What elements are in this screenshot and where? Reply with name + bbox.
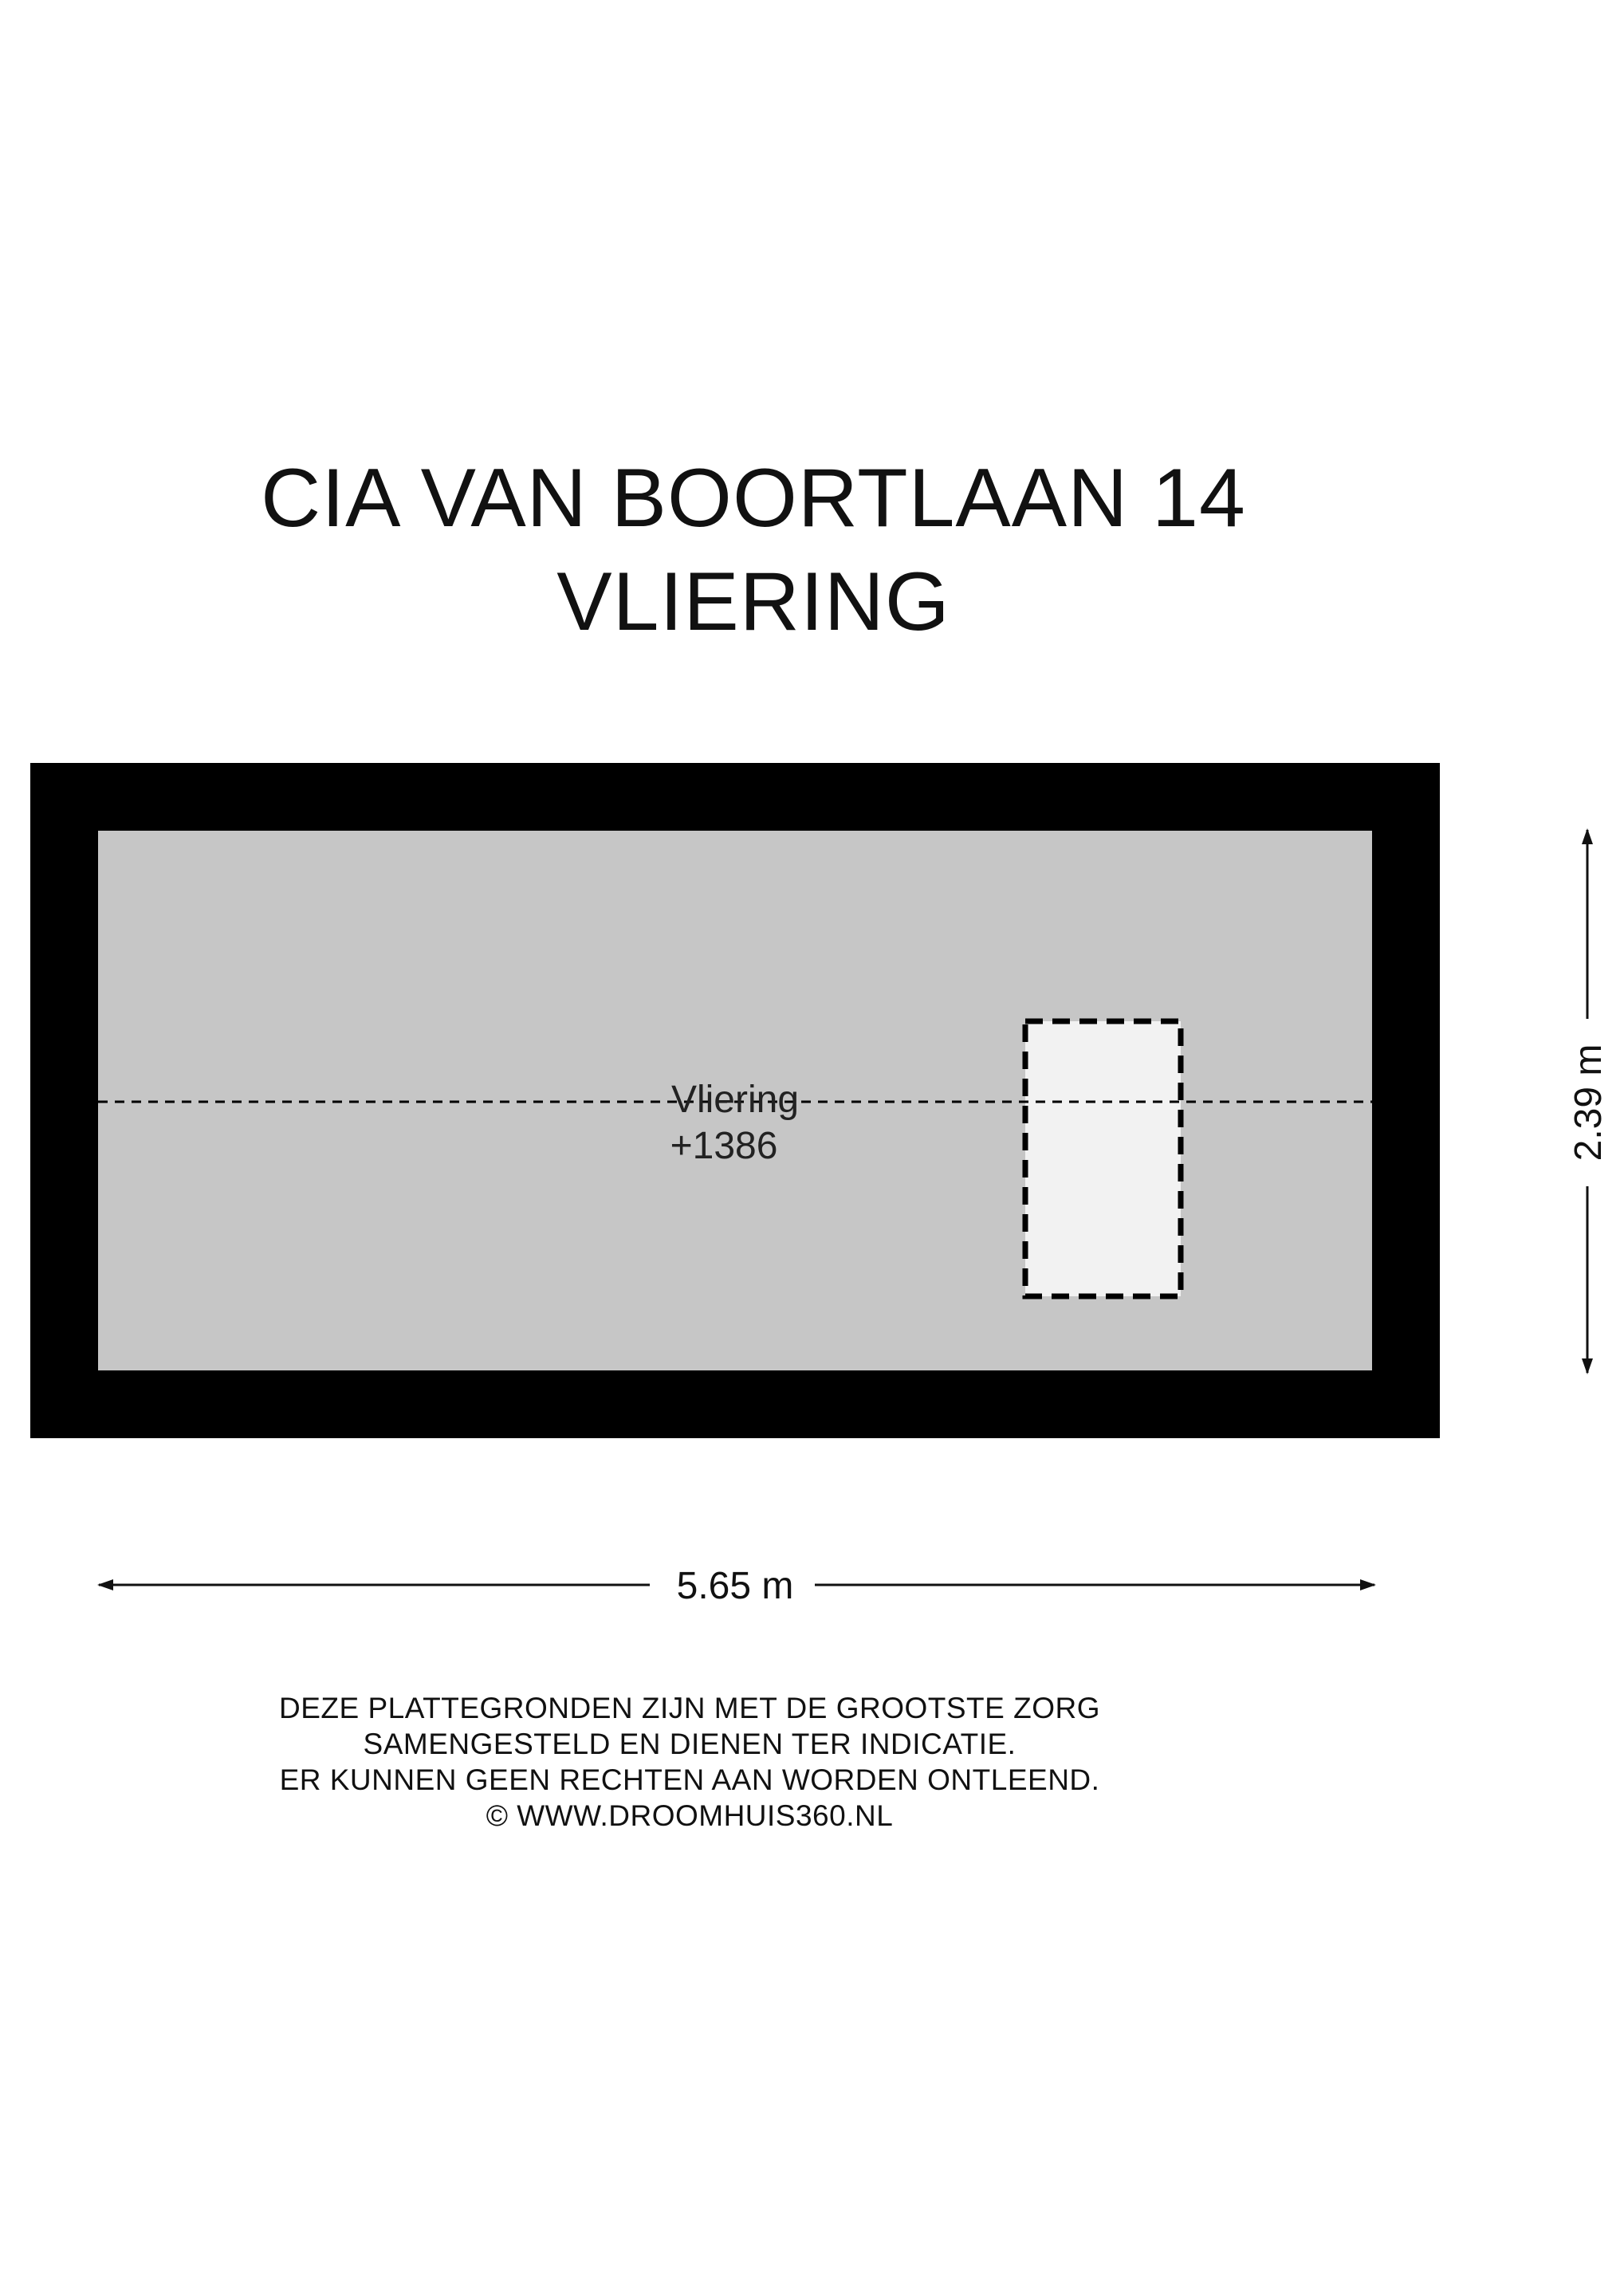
attic-hatch <box>1025 1021 1181 1296</box>
plan-title-floor: VLIERING <box>556 556 950 648</box>
plan-title-address: CIA VAN BOORTLAAN 14 <box>261 452 1246 545</box>
width-dimension-label: 5.65 m <box>676 1565 794 1607</box>
depth-dimension-label: 2.39 m <box>1567 1044 1610 1162</box>
disclaimer-line: DEZE PLATTEGRONDEN ZIJN MET DE GROOTSTE ZORG <box>279 1692 1100 1724</box>
disclaimer <box>0 1690 1379 1834</box>
room-name-label: Vliering <box>670 1079 800 1121</box>
disclaimer-line: ER KUNNEN GEEN RECHTEN AAN WORDEN ONTLEEND. <box>279 1763 1100 1796</box>
disclaimer-line: SAMENGESTELD EN DIENEN TER INDICATIE. <box>363 1728 1016 1760</box>
room-height-label: +1386 <box>670 1125 778 1167</box>
copyright-line: © WWW.DROOMHUIS360.NL <box>486 1799 894 1832</box>
